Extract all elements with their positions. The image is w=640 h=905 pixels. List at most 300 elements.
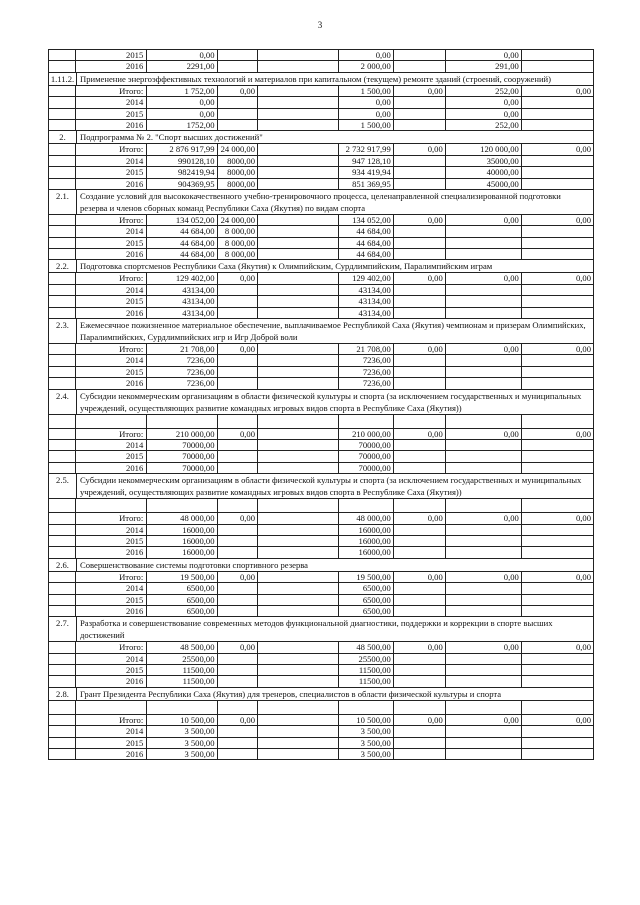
- amount-cell: 6500,00: [338, 606, 393, 616]
- period-cell: 2016: [75, 308, 146, 318]
- amount-cell: [257, 109, 338, 119]
- table-row: [48, 308, 594, 319]
- section-header: [48, 559, 594, 572]
- amount-cell: [521, 726, 594, 736]
- amount-cell: [257, 572, 338, 582]
- table-row: [48, 726, 594, 737]
- amount-cell: 134 052,00: [146, 215, 216, 225]
- index-cell: [48, 355, 75, 365]
- table-row: [48, 238, 594, 249]
- amount-cell: 44 684,00: [338, 249, 393, 259]
- amount-cell: [521, 440, 594, 450]
- index-cell: [48, 513, 75, 523]
- section-title: Субсидии некоммерческим организациям в области физической культуры и спорта (за исключением государственных и муниципальных учреждений, осуществляющих развитие командных игровых видов спорта в Республике Саха (Якутия)): [76, 390, 594, 414]
- table-row: [48, 273, 594, 284]
- index-cell: [48, 676, 75, 686]
- amount-cell: [257, 156, 338, 166]
- amount-cell: [521, 536, 594, 546]
- amount-cell: 129 402,00: [338, 273, 393, 283]
- amount-cell: 0,00: [393, 344, 445, 354]
- amount-cell: [257, 463, 338, 473]
- amount-cell: [257, 144, 338, 154]
- amount-cell: [393, 451, 445, 461]
- period-cell: Итого:: [75, 273, 146, 283]
- amount-cell: 70000,00: [146, 440, 216, 450]
- amount-cell: [445, 536, 521, 546]
- amount-cell: 16000,00: [146, 547, 216, 557]
- amount-cell: [445, 463, 521, 473]
- table-row: [48, 50, 594, 61]
- section-title: Совершенствование системы подготовки спортивного резерва: [76, 559, 594, 571]
- amount-cell: [393, 249, 445, 259]
- amount-cell: 0,00: [521, 144, 594, 154]
- amount-cell: [257, 215, 338, 225]
- amount-cell: 16000,00: [338, 525, 393, 535]
- amount-cell: [257, 547, 338, 557]
- spacer-row: [48, 499, 594, 513]
- amount-cell: 43134,00: [146, 285, 216, 295]
- amount-cell: 0,00: [445, 50, 521, 60]
- index-cell: [48, 547, 75, 557]
- amount-cell: 0,00: [445, 642, 521, 652]
- amount-cell: [217, 726, 257, 736]
- amount-cell: [257, 355, 338, 365]
- section-number: 2.8.: [48, 688, 76, 700]
- amount-cell: 3 500,00: [338, 726, 393, 736]
- period-cell: Итого:: [75, 86, 146, 96]
- section-header: [48, 688, 594, 701]
- amount-cell: [445, 676, 521, 686]
- section-header: [48, 131, 594, 144]
- section-title: Ежемесячное пожизненное материальное обеспечение, выплачиваемое Республикой Саха (Якутия) чемпионам и призерам Олимпийских, Паралимпийских, Сурдлимпийских игр и Игр Доброй воли: [76, 319, 594, 343]
- amount-cell: 19 500,00: [146, 572, 216, 582]
- amount-cell: [521, 120, 594, 130]
- index-cell: [48, 273, 75, 283]
- amount-cell: [521, 226, 594, 236]
- index-cell: [48, 367, 75, 377]
- amount-cell: 21 708,00: [338, 344, 393, 354]
- amount-cell: [393, 595, 445, 605]
- amount-cell: [521, 156, 594, 166]
- section-header: [48, 319, 594, 344]
- section-number: 2.7.: [48, 617, 76, 641]
- index-cell: [48, 715, 75, 725]
- amount-cell: [257, 167, 338, 177]
- index-cell: [48, 97, 75, 107]
- amount-cell: 8000,00: [217, 167, 257, 177]
- amount-cell: 0,00: [521, 715, 594, 725]
- amount-cell: 43134,00: [338, 308, 393, 318]
- amount-cell: 3 500,00: [146, 726, 216, 736]
- table-row: [48, 440, 594, 451]
- amount-cell: [257, 367, 338, 377]
- amount-cell: 0,00: [521, 215, 594, 225]
- index-cell: [48, 109, 75, 119]
- amount-cell: 0,00: [217, 513, 257, 523]
- amount-cell: 0,00: [393, 144, 445, 154]
- amount-cell: 44 684,00: [338, 226, 393, 236]
- table-row: [48, 249, 594, 260]
- period-cell: 2016: [75, 179, 146, 189]
- period-cell: 2015: [75, 367, 146, 377]
- period-cell: 2015: [75, 109, 146, 119]
- table-row: [48, 215, 594, 226]
- amount-cell: [521, 738, 594, 748]
- amount-cell: 0,00: [521, 642, 594, 652]
- section-number: 2.: [48, 131, 76, 143]
- amount-cell: 7236,00: [338, 378, 393, 388]
- index-cell: [48, 525, 75, 535]
- section-header: [48, 474, 594, 499]
- table-row: [48, 451, 594, 462]
- index-cell: [48, 226, 75, 236]
- amount-cell: 252,00: [445, 86, 521, 96]
- amount-cell: 19 500,00: [338, 572, 393, 582]
- amount-cell: 134 052,00: [338, 215, 393, 225]
- section-header: [48, 260, 594, 273]
- table-row: [48, 378, 594, 389]
- amount-cell: 990128,10: [146, 156, 216, 166]
- amount-cell: 44 684,00: [146, 238, 216, 248]
- amount-cell: 0,00: [521, 344, 594, 354]
- index-cell: [48, 463, 75, 473]
- amount-cell: 0,00: [521, 513, 594, 523]
- index-cell: [48, 344, 75, 354]
- section-title: Подпрограмма № 2. "Спорт высших достижений": [76, 131, 594, 143]
- amount-cell: [445, 583, 521, 593]
- amount-cell: 40000,00: [445, 167, 521, 177]
- period-cell: Итого:: [75, 215, 146, 225]
- amount-cell: 45000,00: [445, 179, 521, 189]
- amount-cell: 1 752,00: [146, 86, 216, 96]
- table-row: [48, 156, 594, 167]
- amount-cell: [217, 285, 257, 295]
- spacer-row: [48, 415, 594, 429]
- amount-cell: [445, 726, 521, 736]
- period-cell: 2015: [75, 536, 146, 546]
- amount-cell: [445, 595, 521, 605]
- amount-cell: 11500,00: [146, 676, 216, 686]
- amount-cell: [217, 749, 257, 759]
- amount-cell: 7236,00: [146, 367, 216, 377]
- period-cell: 2016: [75, 606, 146, 616]
- period-cell: Итого:: [75, 429, 146, 439]
- amount-cell: [257, 249, 338, 259]
- index-cell: [48, 429, 75, 439]
- amount-cell: [257, 61, 338, 71]
- amount-cell: [521, 378, 594, 388]
- index-cell: [48, 86, 75, 96]
- amount-cell: [257, 308, 338, 318]
- period-cell: 2014: [75, 226, 146, 236]
- amount-cell: 0,00: [217, 273, 257, 283]
- amount-cell: [257, 440, 338, 450]
- amount-cell: 0,00: [393, 86, 445, 96]
- table-row: [48, 296, 594, 307]
- index-cell: [48, 285, 75, 295]
- period-cell: 2016: [75, 547, 146, 557]
- period-cell: 2014: [75, 726, 146, 736]
- amount-cell: [445, 285, 521, 295]
- amount-cell: [257, 120, 338, 130]
- spacer-row: [48, 701, 594, 715]
- amount-cell: [217, 296, 257, 306]
- amount-cell: [217, 547, 257, 557]
- period-cell: 2015: [75, 167, 146, 177]
- amount-cell: [257, 344, 338, 354]
- amount-cell: [521, 451, 594, 461]
- amount-cell: 24 000,00: [217, 215, 257, 225]
- amount-cell: 0,00: [217, 344, 257, 354]
- amount-cell: 6500,00: [146, 606, 216, 616]
- index-cell: [48, 451, 75, 461]
- amount-cell: [257, 606, 338, 616]
- amount-cell: [257, 665, 338, 675]
- index-cell: [48, 238, 75, 248]
- amount-cell: [521, 676, 594, 686]
- period-cell: Итого:: [75, 344, 146, 354]
- amount-cell: [521, 249, 594, 259]
- section-number: 2.5.: [48, 474, 76, 498]
- amount-cell: 3 500,00: [338, 749, 393, 759]
- amount-cell: [393, 179, 445, 189]
- amount-cell: [393, 463, 445, 473]
- period-cell: 2014: [75, 583, 146, 593]
- table-row: [48, 513, 594, 524]
- amount-cell: 11500,00: [338, 676, 393, 686]
- amount-cell: 48 000,00: [146, 513, 216, 523]
- amount-cell: 0,00: [393, 215, 445, 225]
- amount-cell: [217, 595, 257, 605]
- section-number: 2.2.: [48, 260, 76, 272]
- amount-cell: 947 128,10: [338, 156, 393, 166]
- period-cell: Итого:: [75, 144, 146, 154]
- section-header: [48, 190, 594, 215]
- amount-cell: 16000,00: [146, 525, 216, 535]
- table-row: [48, 120, 594, 131]
- section-title: Разработка и совершенствование современных методов функциональной диагностики, поддержки и коррекции в спорте высших достижений: [76, 617, 594, 641]
- amount-cell: 1752,00: [146, 120, 216, 130]
- amount-cell: [257, 536, 338, 546]
- amount-cell: [393, 654, 445, 664]
- amount-cell: [521, 665, 594, 675]
- amount-cell: [257, 451, 338, 461]
- index-cell: [48, 440, 75, 450]
- period-cell: 2016: [75, 120, 146, 130]
- amount-cell: [217, 463, 257, 473]
- amount-cell: 0,00: [445, 97, 521, 107]
- amount-cell: [257, 513, 338, 523]
- amount-cell: 0,00: [393, 513, 445, 523]
- amount-cell: 10 500,00: [338, 715, 393, 725]
- amount-cell: [257, 676, 338, 686]
- amount-cell: 0,00: [521, 273, 594, 283]
- amount-cell: 6500,00: [146, 583, 216, 593]
- amount-cell: [257, 50, 338, 60]
- amount-cell: 291,00: [445, 61, 521, 71]
- amount-cell: [393, 226, 445, 236]
- amount-cell: [445, 738, 521, 748]
- period-cell: Итого:: [75, 513, 146, 523]
- amount-cell: 1 500,00: [338, 120, 393, 130]
- amount-cell: 44 684,00: [146, 226, 216, 236]
- amount-cell: [217, 308, 257, 318]
- amount-cell: [393, 606, 445, 616]
- table-row: [48, 167, 594, 178]
- amount-cell: 10 500,00: [146, 715, 216, 725]
- amount-cell: [217, 355, 257, 365]
- period-cell: 2016: [75, 249, 146, 259]
- amount-cell: 16000,00: [338, 547, 393, 557]
- amount-cell: 0,00: [393, 715, 445, 725]
- amount-cell: [393, 726, 445, 736]
- amount-cell: 3 500,00: [146, 749, 216, 759]
- amount-cell: [521, 547, 594, 557]
- amount-cell: 6500,00: [338, 595, 393, 605]
- amount-cell: [393, 355, 445, 365]
- amount-cell: [521, 525, 594, 535]
- amount-cell: [393, 583, 445, 593]
- table-row: [48, 715, 594, 726]
- amount-cell: [393, 308, 445, 318]
- table-row: [48, 595, 594, 606]
- amount-cell: 25500,00: [146, 654, 216, 664]
- amount-cell: [257, 525, 338, 535]
- section-number: 1.11.2.: [48, 73, 76, 85]
- amount-cell: [393, 738, 445, 748]
- amount-cell: [521, 179, 594, 189]
- amount-cell: 0,00: [445, 429, 521, 439]
- table-row: [48, 676, 594, 687]
- amount-cell: [521, 583, 594, 593]
- amount-cell: 11500,00: [338, 665, 393, 675]
- table-row: [48, 536, 594, 547]
- amount-cell: 11500,00: [146, 665, 216, 675]
- amount-cell: 0,00: [521, 429, 594, 439]
- amount-cell: [257, 715, 338, 725]
- amount-cell: 7236,00: [146, 378, 216, 388]
- amount-cell: 0,00: [217, 642, 257, 652]
- amount-cell: 0,00: [445, 273, 521, 283]
- amount-cell: [257, 429, 338, 439]
- period-cell: 2014: [75, 285, 146, 295]
- amount-cell: 0,00: [146, 97, 216, 107]
- period-cell: 2015: [75, 738, 146, 748]
- amount-cell: [217, 536, 257, 546]
- amount-cell: [217, 120, 257, 130]
- amount-cell: [257, 179, 338, 189]
- table-row: [48, 583, 594, 594]
- amount-cell: [393, 50, 445, 60]
- amount-cell: 1 500,00: [338, 86, 393, 96]
- amount-cell: 0,00: [445, 109, 521, 119]
- table-row: [48, 738, 594, 749]
- amount-cell: [393, 367, 445, 377]
- index-cell: [48, 120, 75, 130]
- amount-cell: 0,00: [217, 429, 257, 439]
- amount-cell: 2291,00: [146, 61, 216, 71]
- amount-cell: 70000,00: [146, 451, 216, 461]
- amount-cell: [521, 595, 594, 605]
- amount-cell: 0,00: [217, 572, 257, 582]
- amount-cell: [521, 606, 594, 616]
- amount-cell: [521, 296, 594, 306]
- index-cell: [48, 296, 75, 306]
- section-header: [48, 617, 594, 642]
- table-row: [48, 144, 594, 155]
- amount-cell: 7236,00: [146, 355, 216, 365]
- amount-cell: [217, 50, 257, 60]
- table-row: [48, 285, 594, 296]
- amount-cell: [521, 97, 594, 107]
- amount-cell: 0,00: [445, 513, 521, 523]
- index-cell: [48, 726, 75, 736]
- amount-cell: [445, 238, 521, 248]
- index-cell: [48, 50, 75, 60]
- index-cell: [48, 378, 75, 388]
- amount-cell: [257, 97, 338, 107]
- amount-cell: 252,00: [445, 120, 521, 130]
- period-cell: 2015: [75, 238, 146, 248]
- index-cell: [48, 606, 75, 616]
- amount-cell: 6500,00: [338, 583, 393, 593]
- period-cell: 2015: [75, 595, 146, 605]
- amount-cell: 210 000,00: [146, 429, 216, 439]
- amount-cell: 0,00: [445, 344, 521, 354]
- section-number: 2.1.: [48, 190, 76, 214]
- index-cell: [48, 156, 75, 166]
- index-cell: [48, 249, 75, 259]
- amount-cell: [217, 654, 257, 664]
- amount-cell: 0,00: [445, 572, 521, 582]
- amount-cell: [445, 249, 521, 259]
- period-cell: 2016: [75, 463, 146, 473]
- amount-cell: [393, 525, 445, 535]
- amount-cell: 3 500,00: [146, 738, 216, 748]
- table-row: [48, 665, 594, 676]
- amount-cell: [217, 378, 257, 388]
- amount-cell: 0,00: [445, 715, 521, 725]
- amount-cell: [445, 308, 521, 318]
- index-cell: [48, 738, 75, 748]
- table-row: [48, 606, 594, 617]
- amount-cell: [393, 547, 445, 557]
- amount-cell: [217, 583, 257, 593]
- amount-cell: [257, 226, 338, 236]
- amount-cell: [521, 355, 594, 365]
- amount-cell: [393, 440, 445, 450]
- index-cell: [48, 215, 75, 225]
- amount-cell: [257, 738, 338, 748]
- amount-cell: 21 708,00: [146, 344, 216, 354]
- amount-cell: 43134,00: [146, 308, 216, 318]
- amount-cell: [393, 749, 445, 759]
- amount-cell: 0,00: [217, 715, 257, 725]
- amount-cell: [257, 642, 338, 652]
- period-cell: 2014: [75, 440, 146, 450]
- amount-cell: [217, 97, 257, 107]
- table-row: [48, 572, 594, 583]
- period-cell: 2014: [75, 525, 146, 535]
- amount-cell: 6500,00: [146, 595, 216, 605]
- amount-cell: [217, 525, 257, 535]
- table-row: [48, 525, 594, 536]
- amount-cell: [393, 536, 445, 546]
- amount-cell: [217, 367, 257, 377]
- table-row: [48, 226, 594, 237]
- index-cell: [48, 308, 75, 318]
- amount-cell: 70000,00: [338, 451, 393, 461]
